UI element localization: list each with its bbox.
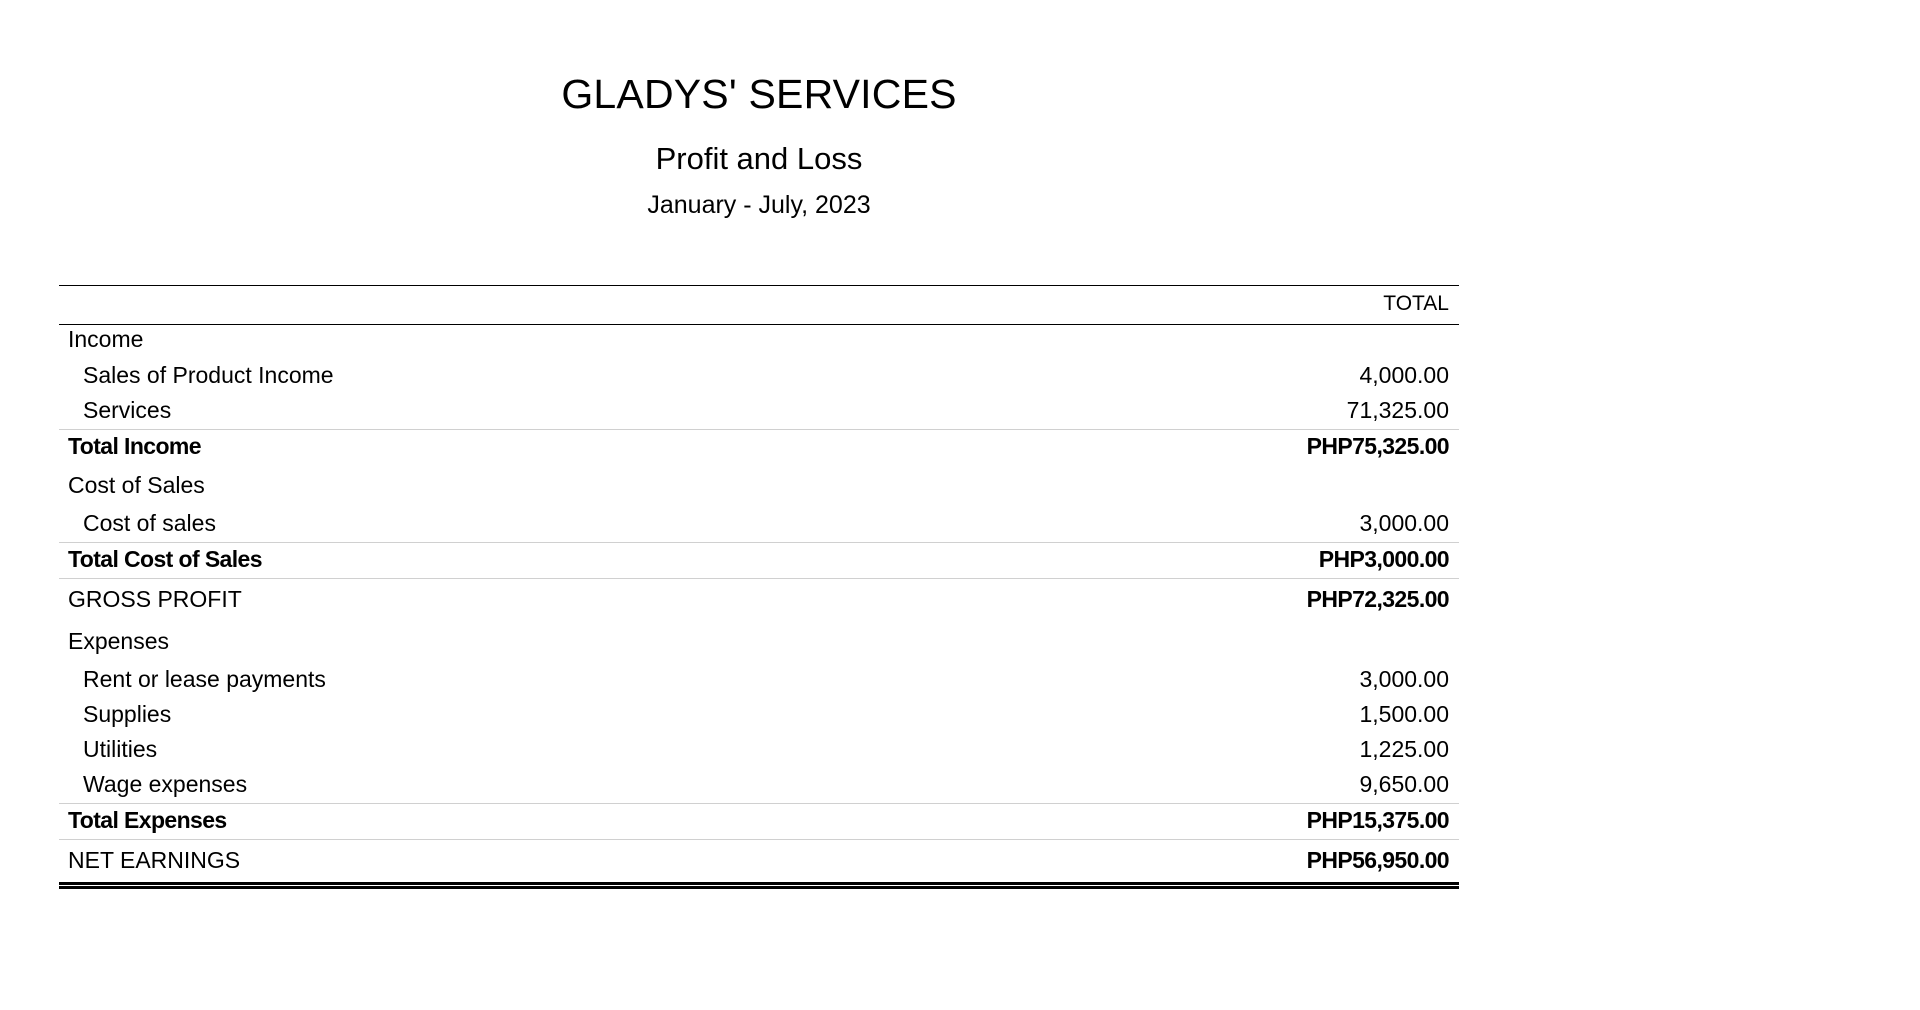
- total-row-cost-of-sales: [59, 542, 1459, 578]
- section-header-expenses: [59, 621, 1459, 663]
- report-period: January - July, 2023: [647, 191, 871, 219]
- total-amount: PHP3,000.00: [1318, 546, 1449, 572]
- table-row: [59, 733, 1459, 768]
- account-amount: 1,500.00: [1359, 701, 1449, 727]
- net-earnings-amount: PHP56,950.00: [1306, 847, 1449, 873]
- table-header-row: [59, 286, 1459, 325]
- total-label: Total Cost of Sales: [68, 546, 262, 572]
- account-label: Rent or lease payments: [83, 666, 326, 692]
- net-earnings-label: NET EARNINGS: [68, 847, 241, 873]
- section-label: Expenses: [68, 628, 170, 654]
- account-amount: 9,650.00: [1359, 771, 1449, 797]
- account-label: Cost of sales: [83, 510, 216, 536]
- section-header-cost-of-sales: [59, 465, 1459, 507]
- net-earnings-row: [59, 839, 1459, 882]
- section-label: Income: [68, 326, 144, 352]
- account-label: Supplies: [83, 701, 172, 727]
- section-label: Cost of Sales: [68, 472, 205, 498]
- gross-profit-label: GROSS PROFIT: [68, 586, 242, 612]
- total-label: Total Income: [68, 433, 201, 459]
- gross-profit-row: [59, 578, 1459, 621]
- double-underline-divider: [59, 882, 1459, 889]
- total-row-expenses: [59, 803, 1459, 839]
- company-name: GLADYS' SERVICES: [561, 71, 957, 117]
- table-row: [59, 768, 1459, 803]
- total-row-income: [59, 429, 1459, 465]
- total-amount: PHP15,375.00: [1306, 807, 1449, 833]
- section-header-income: [59, 325, 1459, 359]
- table-row: [59, 663, 1459, 698]
- table-row: [59, 698, 1459, 733]
- table-row: [59, 507, 1459, 542]
- table-row: [59, 394, 1459, 429]
- report-table: [59, 285, 1459, 889]
- account-label: Sales of Product Income: [83, 362, 334, 388]
- gross-profit-amount: PHP72,325.00: [1306, 586, 1449, 612]
- table-row: [59, 359, 1459, 394]
- account-amount: 3,000.00: [1359, 510, 1449, 536]
- total-label: Total Expenses: [68, 807, 227, 833]
- account-amount: 71,325.00: [1346, 397, 1449, 423]
- account-amount: 1,225.00: [1359, 736, 1449, 762]
- column-header-total: TOTAL: [1383, 292, 1449, 315]
- account-amount: 4,000.00: [1359, 362, 1449, 388]
- account-amount: 3,000.00: [1359, 666, 1449, 692]
- account-label: Wage expenses: [83, 771, 248, 797]
- total-amount: PHP75,325.00: [1306, 433, 1449, 459]
- account-label: Utilities: [83, 736, 158, 762]
- account-label: Services: [83, 397, 172, 423]
- report-title: Profit and Loss: [655, 141, 863, 176]
